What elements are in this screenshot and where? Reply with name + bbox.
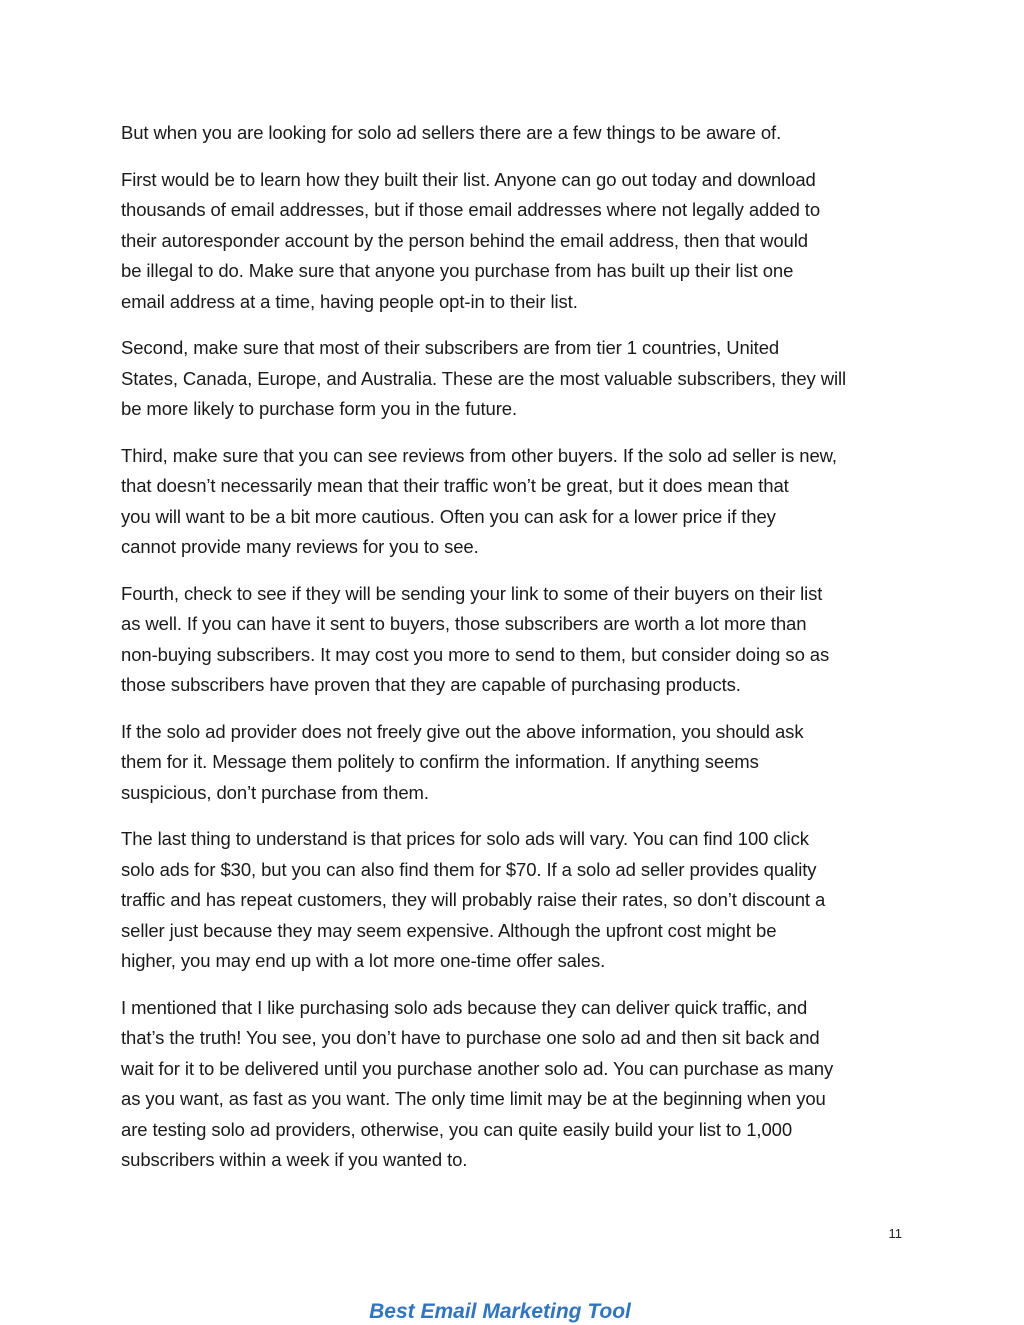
text-line: you will want to be a bit more cautious. Often you can ask for a lower price if they: [121, 505, 776, 527]
text-line: Third, make sure that you can see reviews from other buyers. If the solo ad seller is new,: [121, 444, 837, 466]
paragraph: [121, 993, 911, 1176]
text-line: States, Canada, Europe, and Australia. These are the most valuable subscribers, they will: [121, 367, 846, 389]
text-line: their autoresponder account by the person behind the email address, then that would: [121, 229, 808, 251]
text-line: solo ads for $30, but you can also find them for $70. If a solo ad seller provides quality: [121, 858, 817, 880]
text-line: non-buying subscribers. It may cost you more to send to them, but consider doing so as: [121, 643, 830, 665]
text-line: that’s the truth! You see, you don’t have to purchase one solo ad and then sit back and: [121, 1027, 820, 1048]
paragraph: [121, 824, 911, 977]
text-line: email address at a time, having people opt-in to their list.: [121, 290, 578, 312]
paragraph: [121, 333, 911, 425]
page-number: 11: [888, 1226, 902, 1241]
text-line: wait for it to be delivered until you purchase another solo ad. You can purchase as many: [121, 1057, 834, 1079]
text-line: subscribers within a week if you wanted to.: [121, 1149, 468, 1170]
paragraph: [121, 717, 911, 809]
text-line: be illegal to do. Make sure that anyone you purchase from has built up their list one: [121, 260, 794, 281]
text-line: cannot provide many reviews for you to see.: [121, 536, 479, 557]
text-line: them for it. Message them politely to confirm the information. If anything seems: [121, 751, 759, 772]
text-line: I mentioned that I like purchasing solo ads because they can deliver quick traffic, and: [121, 996, 808, 1018]
paragraph: [121, 165, 911, 318]
text-line: traffic and has repeat customers, they will probably raise their rates, so don’t discount a: [121, 889, 826, 910]
text-line: are testing solo ad providers, otherwise, you can quite easily build your list to 1,000: [121, 1118, 793, 1140]
text-line: that doesn’t necessarily mean that their traffic won’t be great, but it does mean that: [121, 475, 789, 496]
text-line: Second, make sure that most of their subscribers are from tier 1 countries, United: [121, 337, 780, 358]
paragraph: [121, 441, 911, 563]
text-line: But when you are looking for solo ad sellers there are a few things to be aware of.: [121, 122, 782, 143]
paragraph: [121, 579, 911, 701]
text-line: Fourth, check to see if they will be sending your link to some of their buyers on their list: [121, 582, 823, 604]
text-line: as well. If you can have it sent to buyers, those subscribers are worth a lot more than: [121, 613, 807, 634]
text-line: higher, you may end up with a lot more one-time offer sales.: [121, 950, 606, 971]
text-line: seller just because they may seem expensive. Although the upfront cost might be: [121, 919, 777, 941]
footer-link[interactable]: Best Email Marketing Tool: [369, 1300, 631, 1323]
text-line: thousands of email addresses, but if those email addresses where not legally added to: [121, 199, 821, 220]
text-line: as you want, as fast as you want. The only time limit may be at the beginning when you: [121, 1088, 826, 1109]
text-line: First would be to learn how they built their list. Anyone can go out today and download: [121, 168, 816, 190]
text-line: those subscribers have proven that they are capable of purchasing products.: [121, 674, 741, 695]
text-line: be more likely to purchase form you in the future.: [121, 398, 518, 419]
text-line: suspicious, don’t purchase from them.: [121, 781, 429, 803]
page-body: [121, 118, 911, 1192]
paragraph: [121, 118, 911, 149]
text-line: If the solo ad provider does not freely give out the above information, you should ask: [121, 720, 804, 742]
text-line: The last thing to understand is that prices for solo ads will vary. You can find 100 click: [121, 828, 809, 849]
